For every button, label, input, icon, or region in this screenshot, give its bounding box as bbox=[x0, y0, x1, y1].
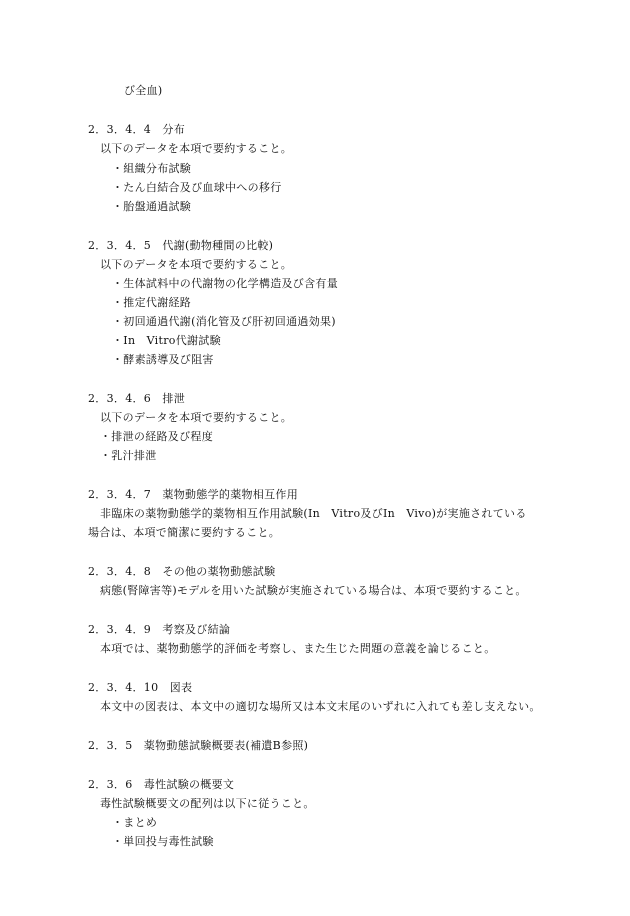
section-heading: 2．3．4．10 図表 bbox=[88, 681, 193, 694]
text-line: 場合は、本項で簡潔に要約すること。 bbox=[88, 526, 281, 539]
list-item: ・推定代謝経路 bbox=[112, 296, 192, 309]
list-item: ・組織分布試験 bbox=[112, 162, 192, 175]
list-item: ・単回投与毒性試験 bbox=[112, 835, 214, 848]
section-heading: 2．3．4．9 考察及び結論 bbox=[88, 623, 231, 636]
list-item: ・胎盤通過試験 bbox=[112, 200, 192, 213]
text-line: 病態(腎障害等)モデルを用いた試験が実施されている場合は、本項で要約すること。 bbox=[100, 584, 527, 597]
text-line: 以下のデータを本項で要約すること。 bbox=[100, 411, 293, 424]
section-heading: 2．3．4．6 排泄 bbox=[88, 392, 185, 405]
list-item: ・初回通過代謝(消化管及び肝初回通過効果) bbox=[112, 315, 336, 328]
list-item: ・乳汁排泄 bbox=[100, 449, 157, 462]
text-line: 本文中の図表は、本文中の適切な場所又は本文末尾のいずれに入れても差し支えない。 bbox=[100, 700, 541, 713]
text-line: 以下のデータを本項で要約すること。 bbox=[100, 258, 293, 271]
list-item: ・In Vitro代謝試験 bbox=[112, 334, 221, 347]
text-line: 本項では、薬物動態学的評価を考察し、また生じた問題の意義を論じること。 bbox=[100, 642, 496, 655]
list-item: ・排泄の経路及び程度 bbox=[100, 430, 213, 443]
list-item: ・たん白結合及び血球中への移行 bbox=[112, 181, 282, 194]
list-item: ・酵素誘導及び阻害 bbox=[112, 353, 214, 366]
text-line: 以下のデータを本項で要約すること。 bbox=[100, 142, 293, 155]
text-line: び全血) bbox=[124, 84, 163, 97]
list-item: ・生体試料中の代謝物の化学構造及び含有量 bbox=[112, 277, 338, 290]
text-line: 毒性試験概要文の配列は以下に従うこと。 bbox=[100, 797, 315, 810]
list-item: ・まとめ bbox=[112, 816, 158, 829]
section-heading: 2．3．4．8 その他の薬物動態試験 bbox=[88, 565, 276, 578]
section-heading: 2．3．4．4 分布 bbox=[88, 123, 185, 136]
section-heading: 2．3．4．5 代謝(動物種間の比較) bbox=[88, 239, 274, 252]
text-line: 非臨床の薬物動態学的薬物相互作用試験(In Vitro及びIn Vivo)が実施されている bbox=[100, 507, 527, 520]
section-heading: 2．3．5 薬物動態試験概要表(補遺B参照) bbox=[88, 739, 309, 752]
section-heading: 2．3．6 毒性試験の概要文 bbox=[88, 778, 235, 791]
section-heading: 2．3．4．7 薬物動態学的薬物相互作用 bbox=[88, 488, 298, 501]
